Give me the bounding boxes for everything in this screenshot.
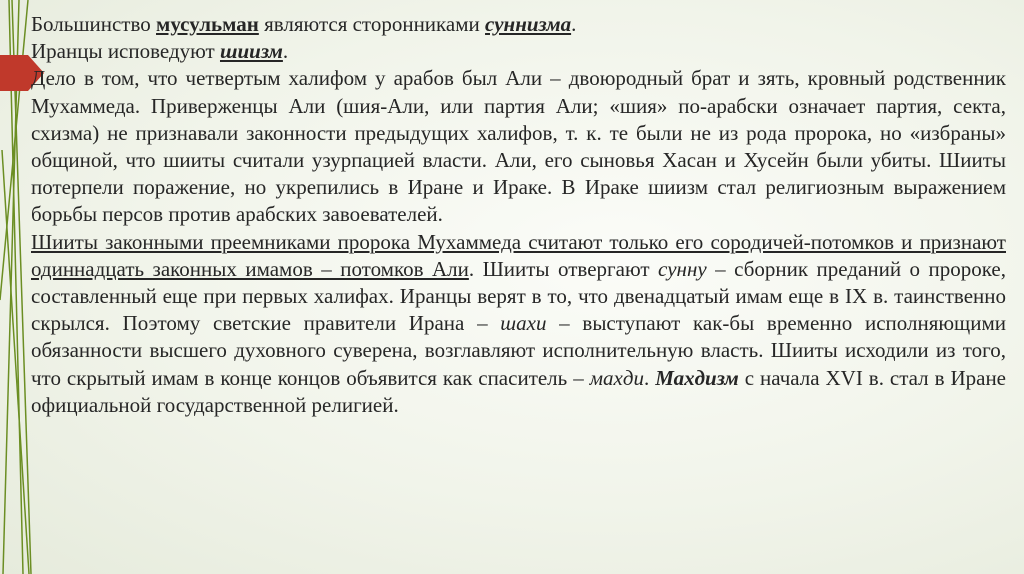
term-muslims: мусульман bbox=[156, 12, 259, 36]
paragraph-history: Дело в том, что четвертым халифом у арабов был Али – двоюродный брат и зять, кровный родственник Мухаммеда. Приверженцы Али (шия-Али, или партия Али; «шия» по-арабски означает партия, секта, схизма) не признавали законности предыдущих халифов, т. к. те были не из рода пророка, но «избраны» общиной, что шииты считали узурпацией власти. Али, его сыновья Хасан и Хусейн были убиты. Шииты потерпели поражение, но укрепились в Иране и Ираке. В Ираке шиизм стал религиозным выражением борьбы персов против арабских завоевателей. bbox=[31, 66, 1006, 227]
term-mahdism: Махдизм bbox=[655, 365, 739, 390]
text: выступают как-бы временно исполняющими обязанности высшего духовного суверена, возглавляют исполнительную власть. Шииты исходили из того, что скрытый имам в конце концов объявится как спаситель – bbox=[31, 311, 1006, 390]
text: Иранцы исповедуют bbox=[31, 39, 220, 64]
paragraph-sunni bbox=[31, 11, 1006, 38]
term-sunna: сунну – bbox=[658, 256, 735, 281]
text: . Шииты отвергают bbox=[468, 256, 659, 281]
term-shahs: шахи – bbox=[500, 311, 583, 336]
term-sunnism: суннизма bbox=[485, 12, 572, 36]
paragraph-shiite-beliefs bbox=[31, 229, 1006, 419]
text: сборник преданий о пророке, составленный еще при первых халифах. Иранцы верят в то, что двенадцатый имам еще в IX в. таинственно скрылся. Поэтому светские правители Ирана – bbox=[31, 256, 1006, 336]
underlined-statement: Шииты законными преемниками пророка Мухаммеда считают только его сородичей-потомков и признают одиннадцать законных имамов – потомков Али bbox=[31, 229, 1006, 281]
paragraph-iranians bbox=[31, 38, 1006, 65]
text: . bbox=[282, 39, 289, 64]
term-mahdi: махди bbox=[589, 365, 645, 390]
text: . bbox=[644, 365, 656, 390]
text: Большинство bbox=[31, 12, 157, 36]
text: являются сторонниками bbox=[258, 12, 486, 36]
term-shiism: шиизм bbox=[219, 39, 283, 64]
slide-body bbox=[31, 11, 1006, 419]
text: . bbox=[571, 12, 577, 36]
text: с начала XVI в. стал в Иране официальной государственной религией. bbox=[31, 365, 1006, 417]
